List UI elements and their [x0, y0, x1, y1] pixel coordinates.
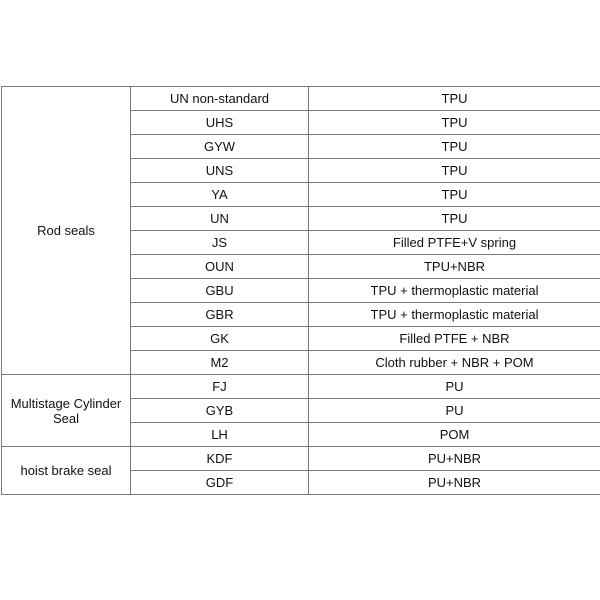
model-cell: LH: [131, 423, 309, 447]
model-cell: GBR: [131, 303, 309, 327]
seal-category-cell: hoist brake seal: [2, 447, 131, 495]
material-cell: TPU: [309, 111, 600, 135]
model-cell: KDF: [131, 447, 309, 471]
material-cell: TPU: [309, 207, 600, 231]
material-cell: TPU + thermoplastic material: [309, 279, 600, 303]
seal-category-cell: Rod seals: [2, 87, 131, 375]
model-cell: UN: [131, 207, 309, 231]
material-cell: TPU: [309, 159, 600, 183]
material-cell: TPU: [309, 135, 600, 159]
material-cell: TPU: [309, 87, 600, 111]
material-cell: PU+NBR: [309, 447, 600, 471]
seal-material-table: [1, 86, 600, 495]
model-cell: UN non-standard: [131, 87, 309, 111]
model-cell: YA: [131, 183, 309, 207]
material-cell: PU+NBR: [309, 471, 600, 495]
material-cell: PU: [309, 375, 600, 399]
material-cell: TPU + thermoplastic material: [309, 303, 600, 327]
model-cell: GK: [131, 327, 309, 351]
material-cell: POM: [309, 423, 600, 447]
model-cell: UNS: [131, 159, 309, 183]
model-cell: UHS: [131, 111, 309, 135]
seal-category-cell: Multistage Cylinder Seal: [2, 375, 131, 447]
table-row: [2, 375, 600, 399]
model-cell: FJ: [131, 375, 309, 399]
material-cell: TPU: [309, 183, 600, 207]
table-body: [2, 87, 600, 495]
material-cell: PU: [309, 399, 600, 423]
table-row: [2, 87, 600, 111]
material-cell: Cloth rubber + NBR + POM: [309, 351, 600, 375]
model-cell: JS: [131, 231, 309, 255]
material-cell: TPU+NBR: [309, 255, 600, 279]
material-cell: Filled PTFE+V spring: [309, 231, 600, 255]
model-cell: GYW: [131, 135, 309, 159]
model-cell: GYB: [131, 399, 309, 423]
material-cell: Filled PTFE + NBR: [309, 327, 600, 351]
model-cell: M2: [131, 351, 309, 375]
table-row: [2, 447, 600, 471]
model-cell: GBU: [131, 279, 309, 303]
model-cell: GDF: [131, 471, 309, 495]
model-cell: OUN: [131, 255, 309, 279]
